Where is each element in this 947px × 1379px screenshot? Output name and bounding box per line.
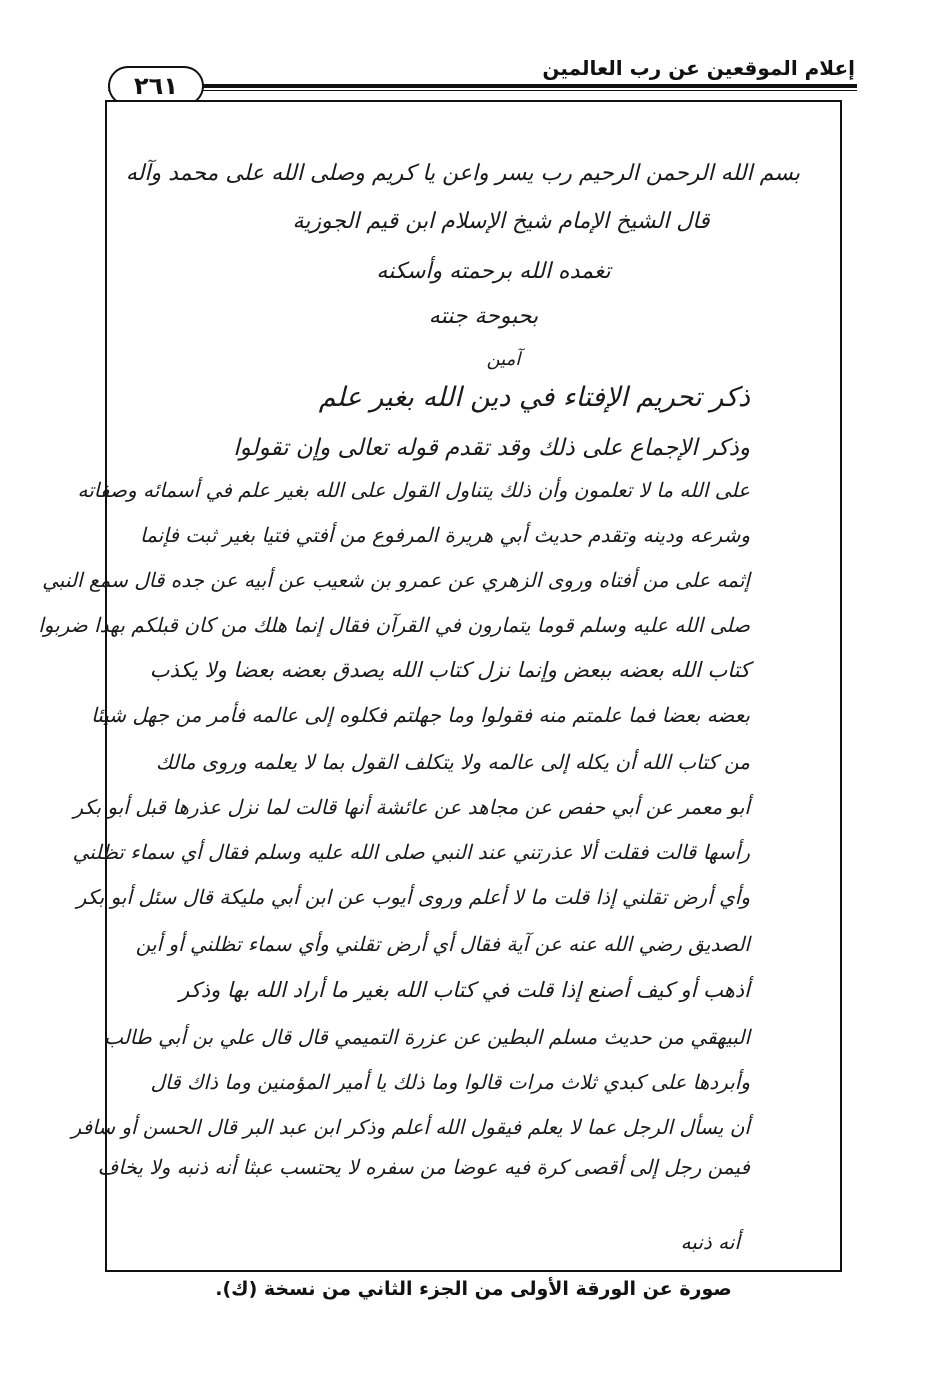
manuscript-line: تغمده الله برحمته وأسكنه (376, 259, 611, 284)
manuscript-line: بحبوحة جنته (428, 304, 539, 329)
manuscript-line: بسم الله الرحمن الرحيم رب يسر واعن يا كريم وصلى الله على محمد وآله (125, 161, 800, 186)
manuscript-line: أذهب أو كيف أصنع إذا قلت في كتاب الله بغير ما أراد الله بها وذكر (179, 978, 750, 1002)
manuscript-line: وأي أرض تقلني إذا قلت ما لا أعلم وروى أيوب عن ابن أبي مليكة قال سئل أبو بكر (76, 885, 750, 909)
manuscript-line: أن يسأل الرجل عما لا يعلم فيقول الله أعلم وذكر ابن عبد البر قال الحسن أو سافر (71, 1115, 750, 1139)
manuscript-line: أنه ذنبه (680, 1230, 740, 1254)
header-rule (108, 84, 857, 88)
manuscript-line: صلى الله عليه وسلم قوما يتمارون في القرآن فقال إنما هلك من كان قبلكم بهذا ضربوا (38, 613, 750, 637)
manuscript-line: آمين (486, 349, 521, 370)
page-number: ٢٦١ (134, 72, 178, 100)
manuscript-line: قال الشيخ الإمام شيخ الإسلام ابن قيم الجوزية (292, 209, 710, 234)
manuscript-line: بعضه بعضا فما علمتم منه فقولوا وما جهلتم فكلوه إلى عالمه فأمر من جهل شيئا (91, 703, 750, 727)
manuscript-line: ذكر تحريم الإفتاء في دين الله بغير علم (318, 382, 750, 413)
manuscript-line: فيمن رجل إلى أقصى كرة فيه عوضا من سفره لا يحتسب عبثا أنه ذنبه ولا يخاف (97, 1155, 750, 1179)
manuscript-line: إثمه على من أفتاه وروى الزهري عن عمرو بن شعيب عن أبيه عن جده قال سمع النبي (42, 568, 750, 592)
page-header (0, 0, 947, 100)
manuscript-line: على الله ما لا تعلمون وأن ذلك يتناول القول على الله بغير علم في أسمائه وصفاته (77, 478, 750, 502)
manuscript-line: وذكر الإجماع على ذلك وقد تقدم قوله تعالى وإن تقولوا (233, 435, 750, 461)
manuscript-line: وأبردها على كبدي ثلاث مرات قالوا وما ذلك يا أمير المؤمنين وما ذاك قال (150, 1070, 750, 1094)
figure-caption: صورة عن الورقة الأولى من الجزء الثاني من نسخة (ك). (215, 1278, 732, 1300)
header-rule-thin (108, 90, 857, 91)
manuscript-line: البيهقي من حديث مسلم البطين عن عزرة التميمي قال قال علي بن أبي طالب (104, 1025, 750, 1049)
manuscript-line: رأسها قالت فقلت ألا عذرتني عند النبي صلى الله عليه وسلم فقال أي سماء تظلني (72, 840, 750, 864)
manuscript-line: كتاب الله بعضه ببعض وإنما نزل كتاب الله يصدق بعضه بعضا ولا يكذب (149, 658, 750, 682)
manuscript-frame (38, 100, 842, 1272)
manuscript-line: الصديق رضي الله عنه عن آية فقال أي أرض تقلني وأي سماء تظلني أو أين (135, 932, 750, 956)
manuscript-line: وشرعه ودينه وتقدم حديث أبي هريرة المرفوع من أفتي فتيا بغير ثبت فإنما (140, 523, 750, 547)
manuscript-line: أبو معمر عن أبي حفص عن مجاهد عن عائشة أنها قالت لما نزل عذرها قبل أبو بكر (73, 795, 750, 819)
manuscript-image (38, 102, 840, 1270)
manuscript-line: من كتاب الله أن يكله إلى عالمه ولا يتكلف القول بما لا يعلمه وروى مالك (155, 750, 750, 774)
book-title: إعلام الموقعين عن رب العالمين (542, 56, 855, 80)
